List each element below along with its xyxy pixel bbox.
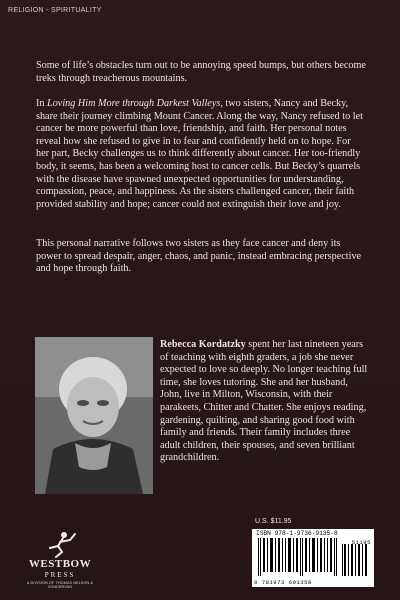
author-bio-text: spent her last nineteen years of teaching with eighth graders, a job she never expected to love so deeply. No longer teaching full time, she loves tutoring. She and her husband, John, live in Milton, Wisconsin, with their parakeets, Chitter and Chatter. She enjoys reading, gardening, quilting, and sharing good food with family and friends. Their family includes three adult children, their spouses, and seven brilliant grandchildren. [160,339,368,464]
intro-paragraph: Some of life’s obstacles turn out to be annoying speed bumps, but others become treks through treacherous mountains. [36,60,366,84]
summary-prefix: In [36,98,48,109]
isbn-text: ISBN 978-1-9736-9135-8 [256,530,338,537]
publisher-division: A DIVISION OF THOMAS NELSON & ZONDERVAN [26,581,94,589]
author-photo [35,337,153,494]
summary-paragraph [36,98,366,211]
barcode-digits: 9 781973 691358 [254,579,312,586]
publisher-name: WESTBOW [28,558,92,570]
narrative-paragraph: This personal narrative follows two sisters as they face cancer and deny its power to spread despair, anger, chaos, and panic, instead embracing perspective and hope through faith. [36,238,362,275]
publisher-logo [20,530,100,590]
publisher-press: PRESS [44,571,76,579]
category-label: RELIGION - SPIRITUALITY [8,7,102,14]
barcode-addon-digits: 51195 [351,539,371,546]
author-portrait-image [35,337,153,494]
running-figure-icon [20,530,100,558]
author-bio [160,339,372,465]
summary-body: , two sisters, Nancy and Becky, share their journey climbing Mount Cancer. Along the way, Nancy refused to let cancer be more powerful than love, friendship, and faith. Her personal notes reveal how she refused to give in to fear and confidently held on to hope. For her part, Becky challenges us to think differently about cancer. Her too-friendly body, it seems, has been a welcoming host to cancer cells. But Becky’s quarrels with the disease have spawned unexpected opportunities for understanding, compassion, peace, and happiness. As the sisters challenged cancer, their faith provided stability and hope; cancer could not extinguish their love and joy. [36,98,363,210]
book-title: Loving Him More through Darkest Valleys [47,98,221,109]
price-label: U.S. $11.95 [255,518,292,525]
author-name: Rebecca Kordatzky [160,339,246,350]
barcode [252,529,374,587]
